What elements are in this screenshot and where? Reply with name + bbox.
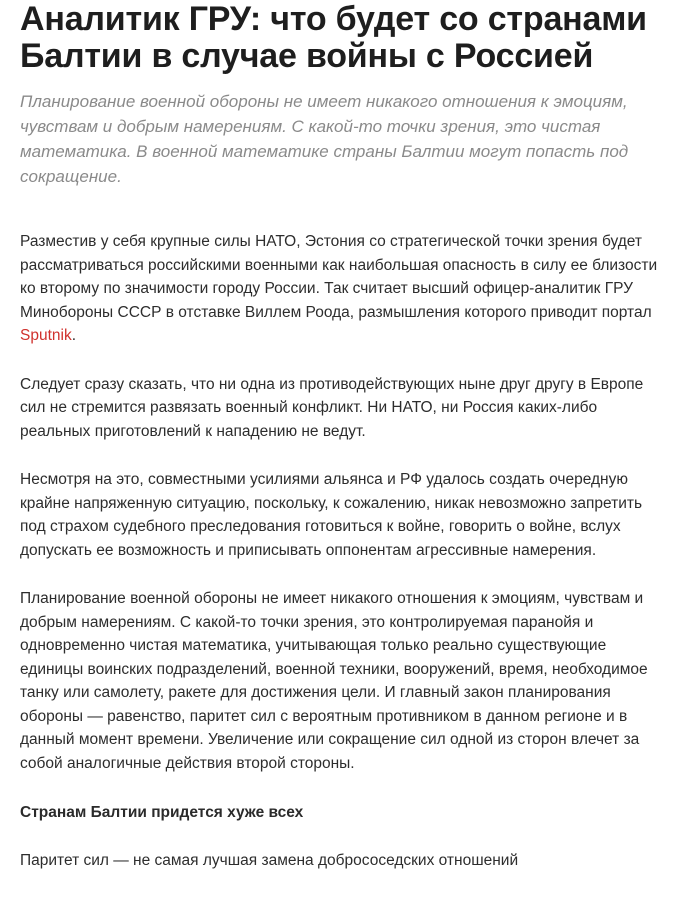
section-subheading: Странам Балтии придется хуже всех bbox=[20, 804, 304, 821]
article bbox=[20, 0, 668, 873]
paragraph-3: Несмотря на это, совместными усилиями альянса и РФ удалось создать очередную крайне напряженную ситуацию, поскольку, к сожалению, никак невозможно запретить под страхом судебного преследования готовиться к войне, говорить о войне, вслух допускать ее возможность и приписывать оппонентам агрессивные намерения. bbox=[20, 471, 643, 559]
article-lead: Планирование военной обороны не имеет никакого отношения к эмоциям, чувствам и добрым намерениям. С какой-то точки зрения, это чистая математика. В военной математике страны Балтии могут попасть под сокращение. bbox=[20, 92, 629, 186]
article-title: Аналитик ГРУ: что будет со странами Балтии в случае войны с Россией bbox=[20, 0, 647, 75]
paragraph-5: Паритет сил — не самая лучшая замена добрососедских отношений bbox=[20, 852, 519, 869]
paragraph-1-text: Разместив у себя крупные силы НАТО, Эстония со стратегической точки зрения будет рассматриваться российскими военными как наибольшая опасность в силу ее близости ко второму по значимости городу России. Так считает высший офицер-аналитик ГРУ Минобороны СССР в отставке Виллем Роода, размышления которого приводит портал bbox=[20, 233, 658, 321]
paragraph-4: Планирование военной обороны не имеет никакого отношения к эмоциям, чувствам и добрым намерениям. С какой-то точки зрения, это контролируемая паранойя и одновременно чистая математика, учитывающая только реально существующие единицы воинских подразделений, военной техники, вооружений, время, необходимое танку или самолету, ракете для достижения цели. И главный закон планирования обороны — равенство, паритет сил с вероятным противником в данном регионе и в данный момент времени. Увеличение или сокращение сил одной из сторон влечет за собой аналогичные действия второй стороны. bbox=[20, 590, 648, 772]
sputnik-link[interactable]: Sputnik bbox=[20, 327, 72, 344]
paragraph-1-end: . bbox=[71, 327, 77, 344]
paragraph-1 bbox=[20, 230, 666, 348]
paragraph-2: Следует сразу сказать, что ни одна из противодействующих ныне друг другу в Европе сил не стремится развязать военный конфликт. Ни НАТО, ни Россия каких-либо реальных приготовлений к нападению не ведут. bbox=[20, 375, 644, 440]
